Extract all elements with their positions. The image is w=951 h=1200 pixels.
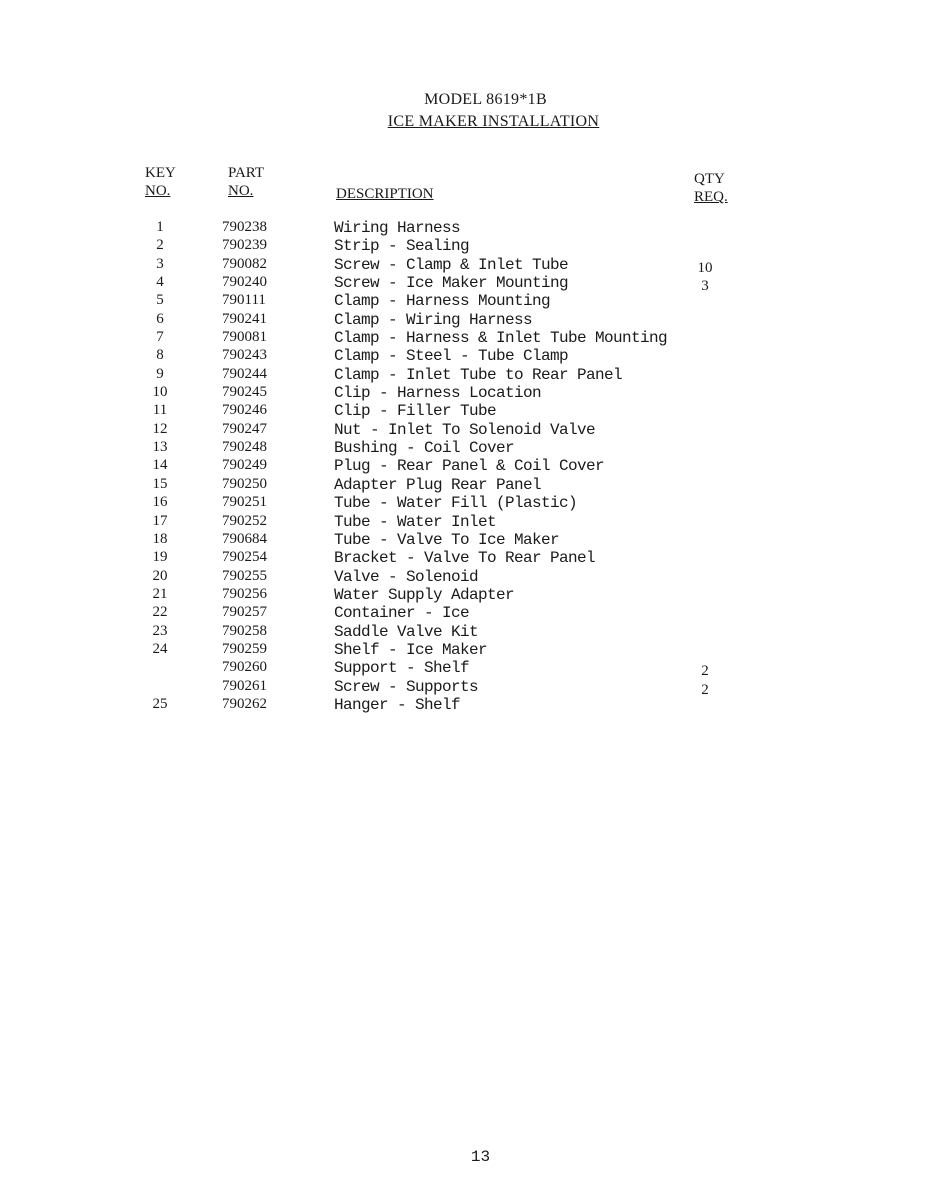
description-cell: Container - Ice [334,604,470,623]
table-row [0,568,951,586]
part-number-cell: 790252 [222,512,267,529]
table-row [0,549,951,567]
key-cell: 14 [152,457,168,474]
description-cell: Screw - Ice Maker Mounting [334,274,569,293]
key-cell: 2 [156,237,164,254]
table-row [0,439,951,457]
qty-header-line2: REQ. [694,189,728,205]
part-number-cell: 790248 [222,439,267,456]
part-number-cell: 790250 [222,475,267,492]
table-row [0,384,951,402]
key-cell: 19 [152,549,168,566]
description-cell: Bushing - Coil Cover [334,439,515,458]
key-cell: 10 [152,384,168,401]
part-number-cell: 790247 [222,420,267,437]
key-cell: 13 [152,439,168,456]
part-number-cell: 790239 [222,237,267,254]
qty-cell: 10 [697,259,713,276]
part-number-cell: 790261 [222,677,267,694]
key-cell: 21 [152,585,168,602]
description-cell: Screw - Supports [334,677,479,696]
key-header-line2: NO. [145,183,171,199]
part-number-cell: 790262 [222,695,267,712]
key-cell: 22 [152,604,168,621]
key-cell: 6 [156,310,164,327]
key-cell: 20 [152,567,168,584]
table-row [0,421,951,439]
description-cell: Clamp - Steel - Tube Clamp [334,347,569,366]
part-number-cell: 790260 [222,659,267,676]
qty-cell: 2 [701,681,709,698]
part-number-cell: 790240 [222,274,267,291]
table-row [0,623,951,641]
key-cell: 18 [152,530,168,547]
key-cell: 17 [152,512,168,529]
part-number-cell: 790249 [222,457,267,474]
part-number-cell: 790684 [222,530,267,547]
parts-list [0,219,951,714]
key-cell: 3 [156,255,164,272]
table-row [0,678,951,696]
model-heading: MODEL 8619*1B [424,91,547,108]
key-no-header [145,164,176,200]
description-cell: Clamp - Wiring Harness [334,310,533,329]
description-cell: Clamp - Harness & Inlet Tube Mounting [334,329,668,348]
description-cell: Clip - Harness Location [334,384,542,403]
key-cell: 23 [152,622,168,639]
key-cell: 16 [152,494,168,511]
part-header-line2: NO. [228,183,254,199]
table-row [0,219,951,237]
description-cell: Bracket - Valve To Rear Panel [334,549,596,568]
description-cell: Shelf - Ice Maker [334,640,488,659]
part-number-cell: 790251 [222,494,267,511]
key-cell: 5 [156,292,164,309]
qty-cell: 2 [701,663,709,680]
table-row [0,311,951,329]
description-cell: Tube - Water Inlet [334,512,497,531]
key-cell: 8 [156,347,164,364]
table-row [0,237,951,255]
table-row [0,641,951,659]
part-number-cell: 790241 [222,310,267,327]
part-number-cell: 790081 [222,329,267,346]
table-row [0,347,951,365]
description-cell: Saddle Valve Kit [334,622,479,641]
description-cell: Screw - Clamp & Inlet Tube [334,255,569,274]
key-cell: 11 [152,402,168,419]
description-cell: Clamp - Inlet Tube to Rear Panel [334,365,623,384]
description-cell: Wiring Harness [334,219,461,237]
part-number-cell: 790256 [222,585,267,602]
key-cell: 9 [156,365,164,382]
qty-cell: 3 [701,278,709,295]
part-number-cell: 790082 [222,255,267,272]
table-row [0,604,951,622]
part-number-cell: 790246 [222,402,267,419]
description-cell: Hanger - Shelf [334,695,461,714]
part-number-cell: 790259 [222,640,267,657]
table-row [0,494,951,512]
key-cell: 24 [152,640,168,657]
part-number-cell: 790255 [222,567,267,584]
table-row [0,513,951,531]
table-row [0,256,951,274]
part-header-line1: PART [228,165,265,181]
table-row [0,457,951,475]
table-row [0,402,951,420]
key-cell: 1 [156,219,164,235]
page-title: ICE MAKER INSTALLATION [387,113,600,130]
table-row [0,329,951,347]
description-cell: Water Supply Adapter [334,585,515,604]
part-number-cell: 790245 [222,384,267,401]
key-cell: 7 [156,329,164,346]
key-cell: 4 [156,274,164,291]
part-number-cell: 790111 [222,292,266,309]
description-cell: Clamp - Harness Mounting [334,292,551,311]
description-cell: Nut - Inlet To Solenoid Valve [334,420,596,439]
description-cell: Tube - Valve To Ice Maker [334,530,560,549]
key-cell: 25 [152,695,168,712]
part-number-cell: 790244 [222,365,267,382]
table-row [0,531,951,549]
description-cell: Plug - Rear Panel & Coil Cover [334,457,605,476]
description-header-label: DESCRIPTION [336,186,434,202]
table-row [0,696,951,714]
part-number-cell: 790238 [222,219,267,235]
key-header-line1: KEY [145,165,176,181]
key-cell: 12 [152,420,168,437]
table-row [0,659,951,680]
table-row [0,274,951,295]
key-cell: 15 [152,475,168,492]
part-number-cell: 790258 [222,622,267,639]
description-cell: Adapter Plug Rear Panel [334,475,542,494]
description-cell: Tube - Water Fill (Plastic) [334,494,578,513]
qty-header-line1: QTY [694,171,725,187]
description-cell: Clip - Filler Tube [334,402,497,421]
part-no-header [228,164,264,200]
description-cell: Support - Shelf [334,659,470,678]
table-row [0,292,951,310]
table-row [0,366,951,384]
part-number-cell: 790254 [222,549,267,566]
table-row [0,586,951,604]
description-cell: Strip - Sealing [334,237,470,256]
part-number-cell: 790257 [222,604,267,621]
part-number-cell: 790243 [222,347,267,364]
description-header [336,185,434,203]
table-row [0,476,951,494]
page-number: 13 [470,1148,491,1166]
qty-req-header [694,170,728,206]
description-cell: Valve - Solenoid [334,567,479,586]
